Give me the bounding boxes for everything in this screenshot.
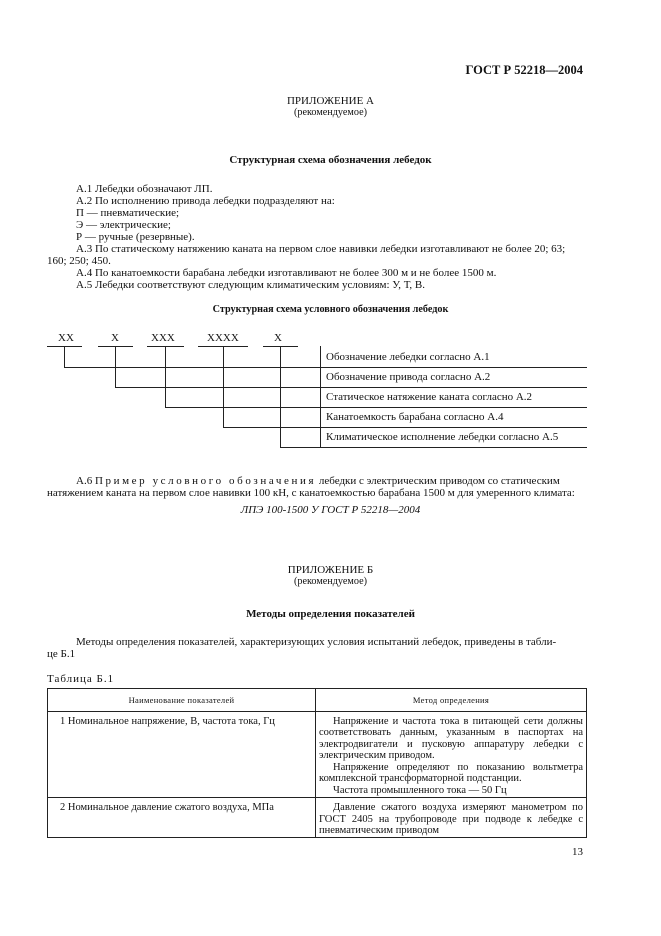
code-x-climate: X xyxy=(274,332,282,344)
method-paragraph: Напряжение и частота тока в питающей сети должны соответствовать данным, указанным в паспортах на электродвигатели и пусковую аппаратуру лебедки с электрическим приводом. xyxy=(319,715,583,761)
example-label: Пример условного обозначения xyxy=(94,475,317,487)
leader-5 xyxy=(280,447,587,448)
clause-a5: А.5 Лебедки соответствуют следующим климатическим условиям: У, Т, В. xyxy=(76,279,425,291)
clause-a2: А.2 По исполнению привода лебедки подразделяют на: xyxy=(76,195,335,207)
connector-5 xyxy=(280,346,281,448)
code-xxxx: XXXX xyxy=(207,332,239,344)
appendix-b-heading: Методы определения показателей xyxy=(246,608,415,620)
method-paragraph: Напряжение определяют по показанию вольтметра комплексной трансформаторной подстанции. xyxy=(319,761,583,784)
list-item-e: Э — электрические; xyxy=(76,219,171,231)
col-header-name: Наименование показателей xyxy=(48,689,316,712)
leader-1 xyxy=(64,367,587,368)
scheme-label-2: Обозначение привода согласно А.2 xyxy=(326,371,491,383)
table-row xyxy=(48,711,587,798)
row-name: 1 Номинальное напряжение, В, частота тока, Гц xyxy=(48,711,316,798)
appendix-a-title: ПРИЛОЖЕНИЕ А xyxy=(286,95,374,107)
appendix-b-note: (рекомендуемое) xyxy=(293,576,367,587)
row-method xyxy=(316,798,587,838)
clause-a3: А.3 По статическому натяжению каната на первом слое навивки лебедки изготавливают не более 20; 63; xyxy=(76,243,566,255)
method-paragraph: Давление сжатого воздуха измеряют манометром по ГОСТ 2405 на трубопроводе при подводе к лебедке с пневматическим приводом xyxy=(319,802,583,836)
row-method xyxy=(316,711,587,798)
table-row xyxy=(48,798,587,838)
scheme-label-5: Климатическое исполнение лебедки согласно А.5 xyxy=(326,431,559,443)
appendix-b-title: ПРИЛОЖЕНИЕ Б xyxy=(287,564,374,576)
example-number: А.6 xyxy=(76,475,93,487)
leader-2 xyxy=(115,387,587,388)
label-column-border xyxy=(320,346,321,447)
appendix-a-note: (рекомендуемое) xyxy=(293,107,367,118)
appendix-a-heading: Структурная схема обозначения лебедок xyxy=(229,154,432,166)
example-designation: ЛПЭ 100-1500 У ГОСТ Р 52218—2004 xyxy=(240,504,421,516)
list-item-r: Р — ручные (резервные). xyxy=(76,231,195,243)
clause-a4: А.4 По канатоемкости барабана лебедки изготавливают не более 300 м и не более 1500 м. xyxy=(76,267,497,279)
intro-line-1: Методы определения показателей, характеризующих условия испытаний лебедок, приведены в табли- xyxy=(76,636,557,648)
connector-1 xyxy=(64,346,65,368)
row-name: 2 Номинальное давление сжатого воздуха, МПа xyxy=(48,798,316,838)
example-line-1 xyxy=(76,475,587,488)
table-header-row xyxy=(48,689,587,712)
scheme-heading: Структурная схема условного обозначения лебедок xyxy=(212,304,449,315)
clause-a1: А.1 Лебедки обозначают ЛП. xyxy=(76,183,213,195)
leader-4 xyxy=(223,427,587,428)
scheme-label-3: Статическое натяжение каната согласно А.2 xyxy=(326,391,533,403)
page-number: 13 xyxy=(572,846,583,858)
list-item-p: П — пневматические; xyxy=(76,207,180,219)
scheme-label-1: Обозначение лебедки согласно А.1 xyxy=(326,351,490,363)
leader-3 xyxy=(165,407,587,408)
table-caption: Таблица Б.1 xyxy=(47,673,115,685)
code-x-drive: X xyxy=(111,332,119,344)
code-xxx: XXX xyxy=(151,332,175,344)
example-line-2: натяжением каната на первом слое навивки 100 кН, с канатоемкостью барабана 1500 м для умеренного климата: xyxy=(47,487,575,499)
intro-line-2: це Б.1 xyxy=(47,648,76,660)
connector-3 xyxy=(165,346,166,408)
example-text: лебедки с электрическим приводом со статическим xyxy=(318,475,560,487)
col-header-method: Метод определения xyxy=(316,689,587,712)
clause-a3-cont: 160; 250; 450. xyxy=(47,255,111,267)
code-xx: XX xyxy=(58,332,74,344)
method-paragraph: Частота промышленного тока — 50 Гц xyxy=(333,784,507,796)
standard-number: ГОСТ Р 52218—2004 xyxy=(465,63,583,77)
methods-table xyxy=(47,688,587,838)
scheme-label-4: Канатоемкость барабана согласно А.4 xyxy=(326,411,504,423)
